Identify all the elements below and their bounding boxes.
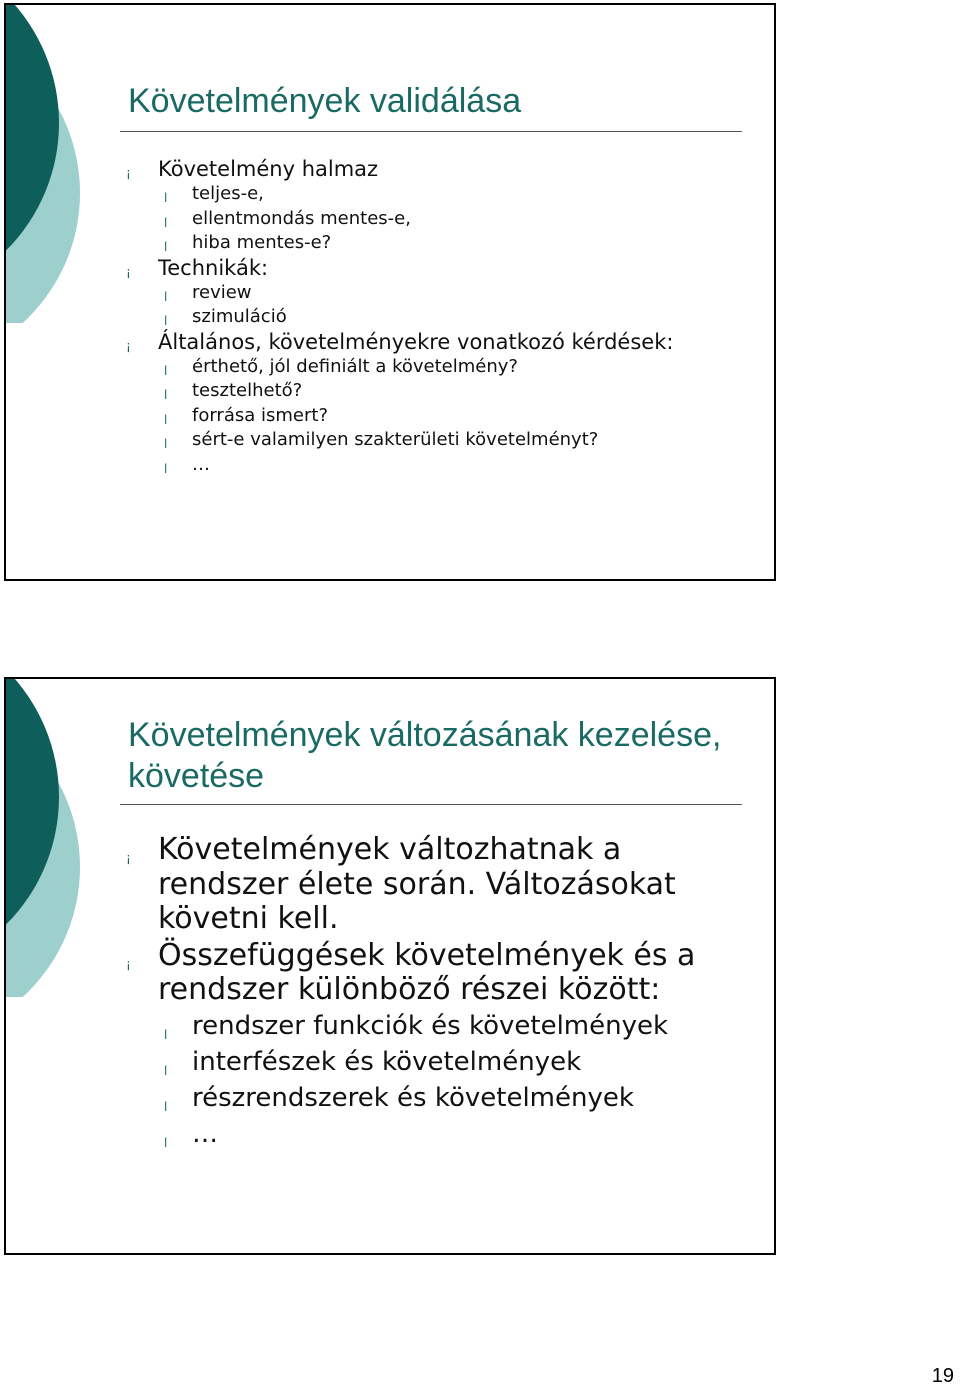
sub-bullet-marker: l (164, 191, 168, 205)
slide-1 (4, 3, 776, 581)
sub-bullet-text: forrása ismert? (192, 404, 328, 426)
sub-bullet-text: sért-e valamilyen szakterületi követelményt? (192, 429, 599, 450)
sub-bullet-marker: l (164, 215, 168, 230)
bullet-item (126, 939, 734, 1008)
sub-bullet-text: interfészek és követelmények (192, 1046, 582, 1077)
sub-bullet-item (126, 1116, 734, 1152)
sub-bullet-text: … (192, 453, 210, 475)
sub-bullet-marker: l (164, 1099, 168, 1114)
sub-bullet-item (126, 231, 754, 256)
slide-content (126, 157, 754, 477)
title-divider (120, 131, 742, 132)
sub-bullet-item (126, 281, 754, 306)
sub-bullet-text: rendszer funkciók és követelmények (192, 1010, 669, 1041)
sub-bullet-text: hiba mentes-e? (192, 232, 332, 253)
sub-bullet-text: tesztelhető? (192, 380, 303, 401)
sub-bullet-text: ellentmondás mentes-e, (192, 207, 411, 229)
bullet-item (126, 833, 734, 937)
bullet-text: Összefüggések követelmények és a rendszer különböző részei között: (158, 937, 696, 1007)
bullet-marker: ¡ (126, 166, 131, 180)
bullet-marker: ¡ (126, 851, 131, 865)
title-divider (120, 804, 742, 805)
sub-bullet-text: érthető, jól definiált a követelmény? (192, 355, 518, 377)
sub-bullet-text: teljes-e, (192, 183, 264, 204)
bullet-item (126, 330, 754, 355)
sub-bullet-marker: l (164, 1063, 168, 1078)
slide-2 (4, 677, 776, 1255)
bullet-marker: ¡ (126, 338, 131, 353)
sub-bullet-item (126, 453, 754, 478)
sub-bullet-item (126, 207, 754, 232)
sub-bullet-item (126, 404, 754, 429)
bullet-text: Technikák: (158, 255, 269, 280)
sub-bullet-marker: l (164, 363, 168, 378)
slide-content (126, 833, 734, 1152)
bullet-marker: ¡ (126, 956, 131, 971)
sub-bullet-item (126, 379, 754, 404)
bullet-text: Követelmény halmaz (158, 157, 379, 181)
sub-bullet-marker: l (164, 240, 168, 254)
sub-bullet-marker: l (164, 388, 168, 402)
bullet-marker: ¡ (126, 264, 131, 279)
slide-title-line-2: követése (128, 757, 265, 795)
sub-bullet-marker: l (164, 412, 168, 427)
sub-bullet-item (126, 1080, 734, 1116)
sub-bullet-text: részrendszerek és követelmények (192, 1082, 634, 1113)
sub-bullet-marker: l (164, 461, 168, 476)
sub-bullet-text: szimuláció (192, 306, 287, 327)
sub-bullet-item (126, 305, 754, 330)
sub-bullet-item (126, 1008, 734, 1044)
sub-bullet-marker: l (164, 1135, 168, 1150)
sub-bullet-marker: l (164, 1027, 168, 1042)
bullet-text: Általános, követelményekre vonatkozó kérdések: (158, 329, 674, 354)
slide-title: Követelmények validálása (128, 82, 522, 120)
sub-bullet-item (126, 182, 754, 207)
slide-title-line-1: Követelmények változásának kezelése, (128, 716, 722, 754)
bullet-item (126, 256, 754, 281)
sub-bullet-item (126, 355, 754, 380)
sub-bullet-item (126, 428, 754, 453)
sub-bullet-marker: l (164, 437, 168, 451)
bullet-item (126, 157, 754, 182)
decorative-circles (4, 677, 94, 997)
decorative-circles (4, 3, 94, 323)
bullet-text: Követelmények változhatnak a rendszer élete során. Változásokat követni kell. (158, 832, 676, 936)
sub-bullet-text: … (192, 1118, 218, 1149)
sub-bullet-item (126, 1044, 734, 1080)
sub-bullet-marker: l (164, 314, 168, 328)
sub-bullet-text: review (192, 281, 252, 303)
slide-title (128, 715, 744, 797)
page-number: 19 (931, 1365, 954, 1387)
sub-bullet-marker: l (164, 289, 168, 304)
